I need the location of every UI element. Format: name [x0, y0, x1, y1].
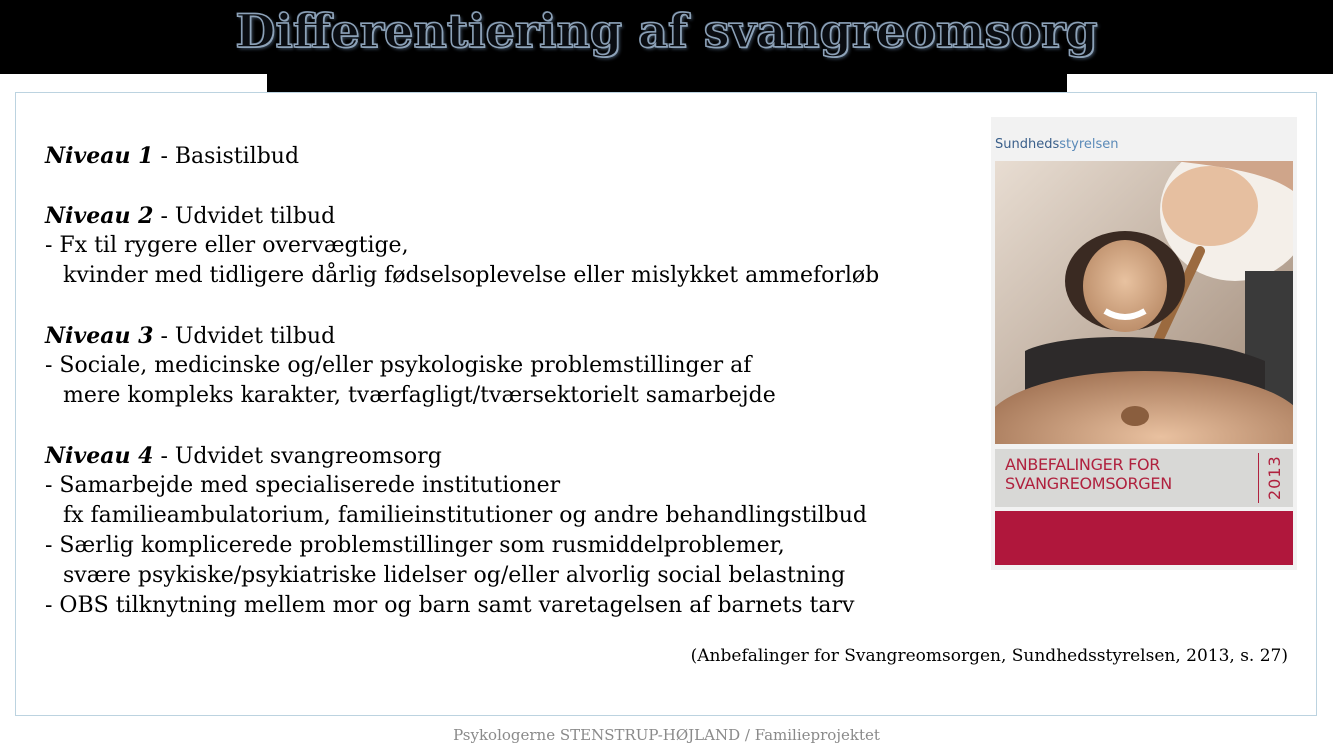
- level-spacer: [45, 291, 945, 321]
- slide-title: Differentiering af svangreomsorg: [235, 4, 1098, 58]
- level-detail-line: - Sociale, medicinske og/eller psykologiske problemstillinger af: [45, 353, 752, 378]
- cover-title: [1005, 455, 1172, 493]
- level-heading: [45, 141, 945, 171]
- level-title: - Udvidet tilbud: [153, 324, 336, 349]
- level-heading: [45, 321, 945, 351]
- level-heading: [45, 201, 945, 231]
- level-label: Niveau 2: [45, 203, 154, 229]
- level-detail-line: svære psykiske/psykiatriske lidelser og/eller alvorlig social belastning: [63, 563, 846, 588]
- level-spacer: [45, 411, 945, 441]
- level-heading: [45, 441, 945, 471]
- level-title: - Basistilbud: [153, 144, 300, 169]
- slide-body: [45, 141, 945, 621]
- title-tab: [267, 60, 1067, 96]
- cover-photo-illustration: [995, 161, 1293, 444]
- level-detail-line: fx familieambulatorium, familieinstitutioner og andre behandlingstilbud: [63, 503, 867, 528]
- level-title: - Udvidet tilbud: [153, 204, 336, 229]
- logo-text-light: styrelsen: [1059, 137, 1119, 152]
- level-label: Niveau 1: [45, 143, 154, 169]
- report-cover-image: [991, 117, 1297, 570]
- citation: (Anbefalinger for Svangreomsorgen, Sundhedsstyrelsen, 2013, s. 27): [690, 646, 1288, 666]
- level-detail-line: kvinder med tidligere dårlig fødselsoplevelse eller mislykket ammeforløb: [63, 263, 880, 288]
- publisher-logo: [995, 137, 1119, 152]
- level-label: Niveau 3: [45, 323, 154, 349]
- cover-accent-block: [995, 511, 1293, 565]
- level-spacer: [45, 171, 945, 201]
- level-detail-line: - Særlig komplicerede problemstillinger som rusmiddelproblemer,: [45, 533, 785, 558]
- level-label: Niveau 4: [45, 443, 154, 469]
- cover-divider: [1258, 453, 1259, 503]
- level-detail-line: - Fx til rygere eller overvægtige,: [45, 233, 409, 258]
- cover-title-line-1: ANBEFALINGER FOR: [1005, 455, 1161, 474]
- level-title: - Udvidet svangreomsorg: [153, 444, 442, 469]
- level-detail-line: mere kompleks karakter, tværfagligt/tværsektorielt samarbejde: [63, 383, 776, 408]
- cover-year: 2013: [1265, 455, 1284, 501]
- cover-title-line-2: SVANGREOMSORGEN: [1005, 474, 1172, 493]
- level-detail-line: - Samarbejde med specialiserede institutioner: [45, 473, 561, 498]
- cover-photo: [995, 161, 1293, 444]
- footer: Psykologerne STENSTRUP-HØJLAND / Familieprojektet: [453, 726, 880, 744]
- cover-title-band: [995, 449, 1293, 507]
- logo-text-dark: Sundheds: [995, 137, 1060, 152]
- level-detail-line: - OBS tilknytning mellem mor og barn samt varetagelsen af barnets tarv: [45, 593, 855, 618]
